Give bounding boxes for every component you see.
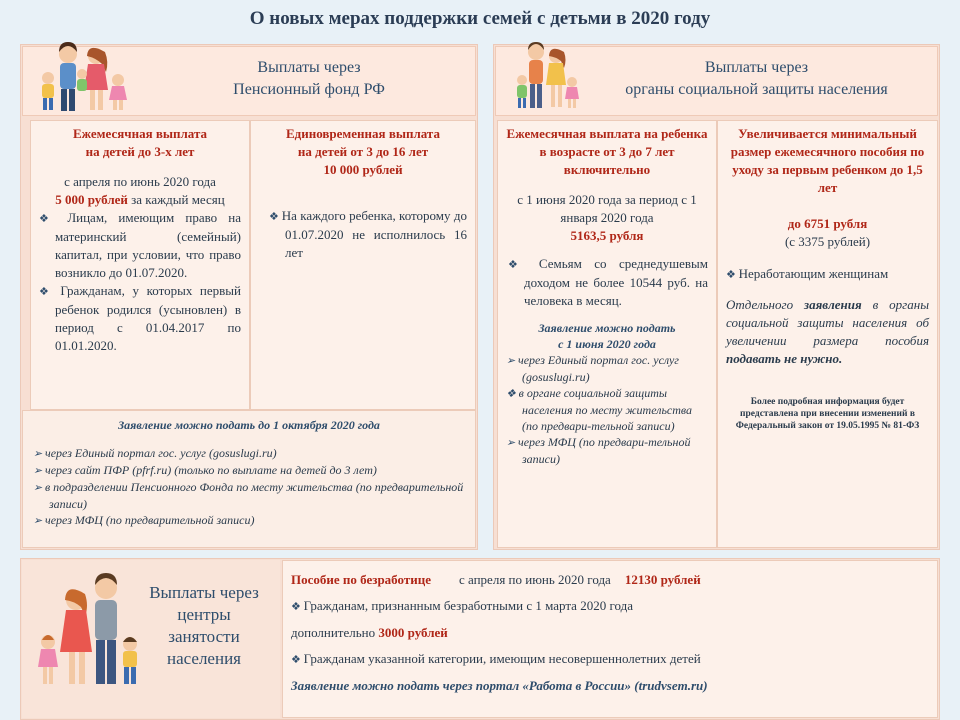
pfr-monthly-bullet1: Лицам, имеющим право на материнский (семейный) капитал, при условии, что право возникло до 01.07.2020. bbox=[55, 210, 241, 280]
pfr-lump-column bbox=[250, 120, 476, 410]
social-care-bullet1: Неработающим женщинам bbox=[738, 266, 889, 281]
social-care-note-bold1: заявления bbox=[804, 297, 862, 312]
diamond-bullet-icon: ❖ bbox=[39, 213, 68, 225]
arrow-bullet-icon: ➢ bbox=[506, 437, 518, 449]
arrow-bullet-icon: ➢ bbox=[33, 482, 45, 494]
family-illustration-icon bbox=[512, 40, 582, 116]
social-header-line1: Выплаты через bbox=[704, 59, 809, 76]
social-care-from: (с 3375 рублей) bbox=[784, 234, 871, 249]
diamond-bullet-icon: ❖ bbox=[291, 601, 304, 613]
pfr-application-item-2: через сайт ПФР (pfrf.ru) (только по выплате на детей до 3 лет) bbox=[44, 463, 377, 477]
social-care-note-bold2: подавать не нужно. bbox=[726, 351, 843, 366]
employment-content bbox=[282, 560, 938, 718]
social-monthly-period: с 1 июня 2020 года за период с 1 января 2020 года bbox=[517, 192, 697, 225]
diamond-bullet-icon: ❖ bbox=[291, 654, 304, 666]
pfr-monthly-title-line2: на детей до 3-х лет bbox=[85, 144, 195, 159]
arrow-bullet-icon: ➢ bbox=[506, 355, 518, 367]
pfr-application-block bbox=[22, 410, 476, 548]
employment-bullet2: Гражданам указанной категории, имеющим несовершеннолетних детей bbox=[303, 651, 701, 666]
family-illustration-icon bbox=[30, 38, 140, 118]
pfr-application-item-3: в подразделении Пенсионного Фонда по месту жительства (по предварительной записи) bbox=[44, 480, 464, 511]
arrow-bullet-icon: ➢ bbox=[33, 465, 45, 477]
social-monthly-bullet1: Семьям со среднедушевым доходом не более 10544 руб. на человека в месяц. bbox=[524, 256, 708, 308]
diamond-bullet-icon: ❖ bbox=[508, 259, 539, 271]
social-monthly-amount: 5163,5 рубля bbox=[570, 228, 644, 243]
arrow-bullet-icon: ➢ bbox=[33, 515, 45, 527]
diamond-bullet-icon: ❖ bbox=[39, 286, 61, 298]
pfr-monthly-title-line1: Ежемесячная выплата bbox=[72, 126, 208, 141]
diamond-bullet-icon: ❖ bbox=[726, 269, 739, 281]
family-illustration-icon bbox=[34, 570, 144, 692]
employment-extra-amount: 3000 рублей bbox=[378, 625, 448, 640]
pfr-monthly-amount-suffix: за каждый месяц bbox=[127, 192, 225, 207]
social-care-amount: до 6751 рубля bbox=[787, 216, 868, 231]
employment-bullet1: Гражданам, признанным безработными с 1 марта 2020 года bbox=[303, 598, 633, 613]
diamond-bullet-icon: ❖ bbox=[269, 211, 282, 223]
social-application-title-line2: с 1 июня 2020 года bbox=[558, 337, 656, 351]
social-care-title: Увеличивается минимальный размер ежемесячного пособия по уходу за первым ребенком до 1,5 лет bbox=[730, 126, 925, 195]
page-title: О новых мерах поддержки семей с детьми в 2020 году bbox=[249, 8, 711, 29]
pfr-application-title: Заявление можно подать до 1 октября 2020 года bbox=[118, 418, 380, 432]
employment-benefit-period: с апреля по июнь 2020 года bbox=[458, 572, 611, 587]
employment-header-line4: населения bbox=[167, 649, 241, 668]
social-application-item-1: через Единый портал гос. услуг (gosuslugi.ru) bbox=[517, 353, 679, 384]
employment-header-line1: Выплаты через bbox=[149, 583, 259, 602]
employment-header-line3: занятости bbox=[168, 627, 240, 646]
social-care-note bbox=[726, 296, 929, 368]
social-application-title-line1: Заявление можно подать bbox=[538, 321, 676, 335]
employment-header-line2: центры bbox=[177, 605, 231, 624]
pfr-monthly-amount: 5 000 рублей bbox=[55, 192, 128, 207]
pfr-monthly-column bbox=[30, 120, 250, 410]
employment-benefit-label: Пособие по безработице bbox=[291, 572, 431, 587]
social-care-footnote: Более подробная информация будет представлена при внесении изменений в Федеральный закон от 19.05.1995 № 81-ФЗ bbox=[735, 397, 920, 431]
social-care-note-part2: в органы социальной защиты населения об увеличении размера пособия bbox=[726, 297, 929, 348]
pfr-lump-bullet1: На каждого ребенка, которому до 01.07.2020 не исполнилось 16 лет bbox=[281, 208, 467, 260]
employment-header-text bbox=[130, 582, 278, 670]
social-care-note-part1: Отдельного bbox=[726, 297, 804, 312]
pfr-application-item-1: через Единый портал гос. услуг (gosuslugi.ru) bbox=[44, 446, 277, 460]
arrow-bullet-icon: ➢ bbox=[33, 448, 45, 460]
employment-application: Заявление можно подать через портал «Работа в России» (trudvsem.ru) bbox=[291, 678, 708, 693]
pfr-lump-amount: 10 000 рублей bbox=[323, 162, 403, 177]
social-header-line2: органы социальной защиты населения bbox=[625, 81, 888, 98]
employment-extra-prefix: дополнительно bbox=[291, 625, 379, 640]
pfr-lump-title-line2: на детей от 3 до 16 лет bbox=[297, 144, 429, 159]
pfr-application-item-4: через МФЦ (по предварительной записи) bbox=[44, 513, 255, 527]
social-monthly-column bbox=[497, 120, 717, 548]
social-monthly-title: Ежемесячная выплата на ребенка в возрасте от 3 до 7 лет включительно bbox=[506, 126, 708, 177]
pfr-header-line2: Пенсионный фонд РФ bbox=[233, 81, 385, 98]
employment-benefit-amount: 12130 рублей bbox=[624, 572, 701, 587]
pfr-monthly-bullet2: Гражданам, у которых первый ребенок родился (усыновлен) в период с 01.04.2017 по 01.01.2020. bbox=[55, 283, 241, 353]
diamond-bullet-icon: ❖ bbox=[506, 388, 519, 400]
social-application-item-2: в органе социальной защиты населения по месту жительства (по предвари-тельной записи) bbox=[518, 386, 693, 433]
pfr-lump-title-line1: Единовременная выплата bbox=[286, 126, 440, 141]
social-care-column bbox=[717, 120, 938, 548]
pfr-monthly-period: с апреля по июнь 2020 года bbox=[64, 174, 216, 189]
pfr-header-line1: Выплаты через bbox=[257, 59, 361, 76]
social-application-item-3: через МФЦ (по предвари-тельной записи) bbox=[517, 435, 691, 466]
